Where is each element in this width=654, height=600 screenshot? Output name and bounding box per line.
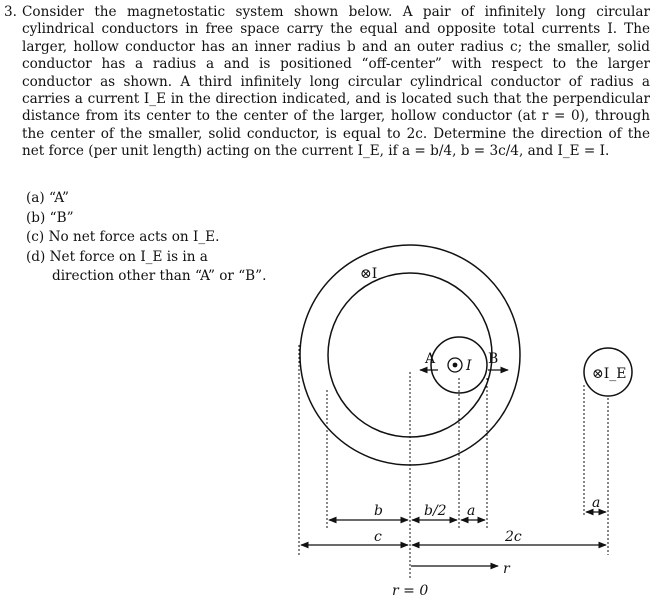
- dim-b-label: b: [374, 503, 383, 519]
- solid-conductor: [431, 337, 487, 393]
- outer-current-label: ⊗I: [360, 266, 378, 282]
- choice-label: (a): [26, 190, 45, 206]
- inner-current-label: I: [466, 358, 472, 374]
- direction-b-label: B: [488, 351, 499, 367]
- dim-b2-label: b/2: [424, 503, 447, 519]
- dim-a-label: a: [467, 503, 476, 519]
- choice-text: No net force acts on I_E.: [48, 229, 220, 246]
- problem-statement: Consider the magnetostatic system shown below. A pair of infinitely long circular cylindrical conductors in free space carry the equal and opposite total currents I. The larger, hollow conductor has an inner radius b and an outer radius c; the smaller, solid conductor has a radius a and is positioned “off-center” with respect to the larger conductor as shown. A third infinitely long circular cylindrical conductor of radius a carries a current I_E in the direction indicated, and is located such that the perpendicular distance from its center to the center of the larger, hollow conductor (at r = 0), through the center of the smaller, solid conductor, is equal to 2c. Determine the direction of the net force (per unit length) acting on the current I_E, if a = b/4, b = 3c/4, and I_E = I.: [22, 4, 650, 160]
- r-axis-label: r: [503, 561, 510, 577]
- direction-a-label: A: [425, 351, 436, 367]
- dot-current-center: [453, 363, 458, 368]
- choice-label: (b): [26, 209, 46, 226]
- external-current-label: ⊗I_E: [592, 366, 627, 382]
- dim-2c-label: 2c: [505, 529, 522, 545]
- choice-text: Net force on I_E is in a: [49, 248, 208, 265]
- choice-label: (d): [26, 248, 46, 265]
- dim-a-ext-label: a: [592, 495, 601, 511]
- choice-text: “B”: [49, 209, 74, 226]
- dim-c-label: c: [374, 529, 382, 545]
- choice-label: (c): [26, 229, 45, 246]
- origin-label: r = 0: [392, 583, 429, 599]
- choice-text-continued: direction other than “A” or “B”.: [52, 268, 267, 285]
- choice-text: “A”: [49, 190, 70, 206]
- problem-number: 3.: [4, 4, 17, 20]
